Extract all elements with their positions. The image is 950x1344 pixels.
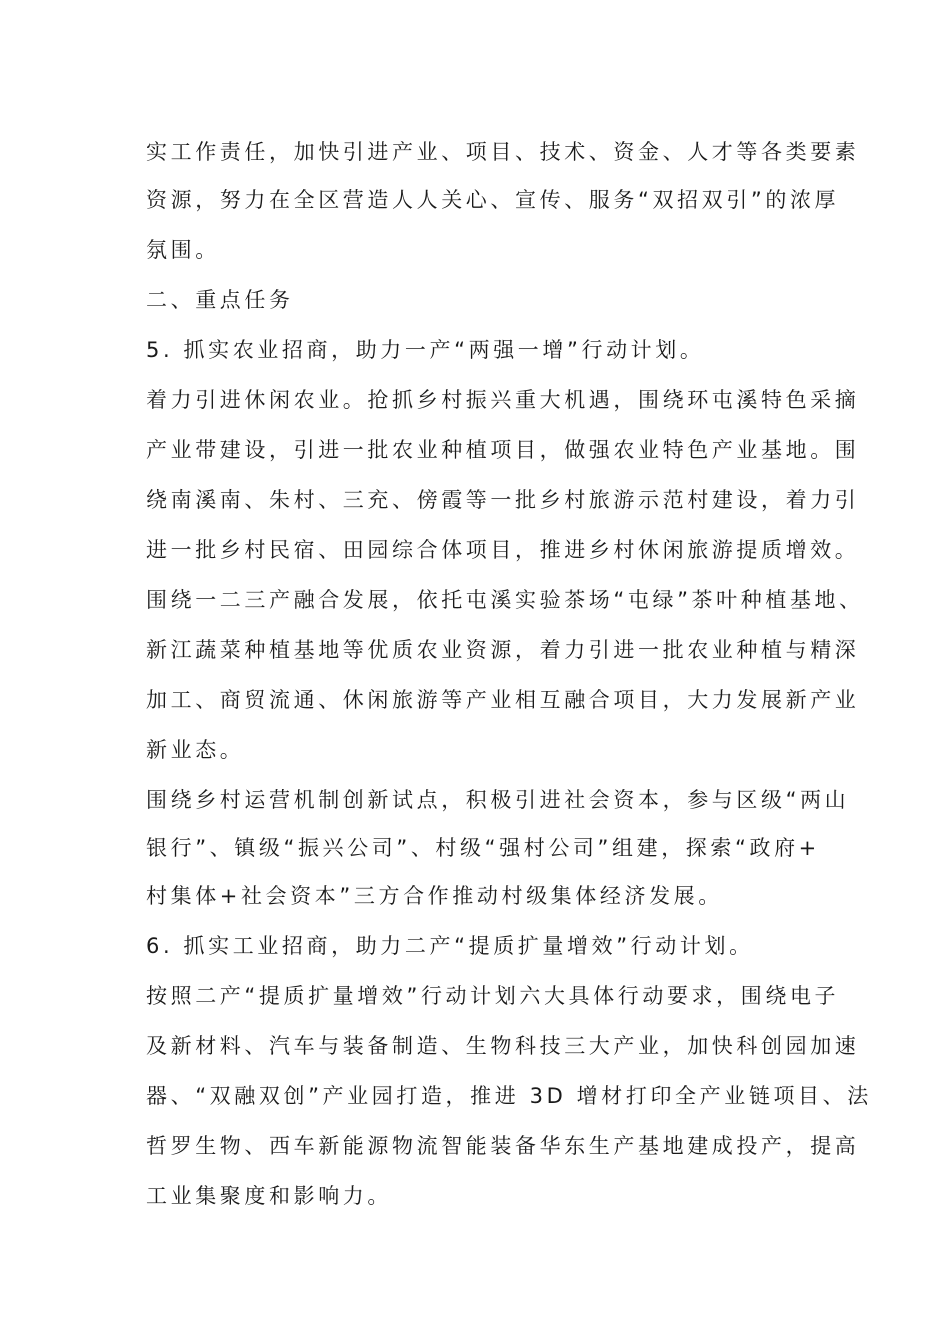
text-line-9: 进一批乡村民宿、田园综合体项目，推进乡村休闲旅游提质增效。: [146, 538, 860, 562]
text-line-22: 工业集聚度和影响力。: [146, 1184, 392, 1208]
text-line-10: 围绕一二三产融合发展，依托屯溪实验茶场“屯绿”茶叶种植基地、: [146, 588, 864, 612]
task-heading-6: 6. 抓实工业招商，助力二产“提质扩量增效”行动计划。: [146, 934, 754, 958]
text-line-19: 及新材料、汽车与装备制造、生物科技三大产业，加快科创园加速: [146, 1034, 860, 1058]
text-line-12: 加工、商贸流通、休闲旅游等产业相互融合项目，大力发展新产业: [146, 688, 860, 712]
text-line-3: 氛围。: [146, 238, 220, 262]
text-line-14: 围绕乡村运营机制创新试点，积极引进社会资本，参与区级“两山: [146, 788, 850, 812]
task-heading-5: 5. 抓实农业招商，助力一产“两强一增”行动计划。: [146, 338, 705, 362]
text-line-15: 银行”、镇级“振兴公司”、村级“强村公司”组建，探索“政府+: [146, 836, 820, 860]
text-line-8: 绕南溪南、朱村、三充、傍霞等一批乡村旅游示范村建设，着力引: [146, 488, 860, 512]
section-heading: 二、重点任务: [146, 288, 294, 312]
text-line-21: 哲罗生物、西车新能源物流智能装备华东生产基地建成投产，提高: [146, 1134, 860, 1158]
text-line-11: 新江蔬菜种植基地等优质农业资源，着力引进一批农业种植与精深: [146, 638, 860, 662]
text-line-20: 器、“双融双创”产业园打造，推进 3D 增材打印全产业链项目、法: [146, 1084, 872, 1108]
text-line-6: 着力引进休闲农业。抢抓乡村振兴重大机遇，围绕环屯溪特色采摘: [146, 388, 860, 412]
text-line-18: 按照二产“提质扩量增效”行动计划六大具体行动要求，围绕电子: [146, 984, 840, 1008]
text-line-1: 实工作责任，加快引进产业、项目、技术、资金、人才等各类要素: [146, 140, 860, 164]
text-line-2: 资源，努力在全区营造人人关心、宣传、服务“双招双引”的浓厚: [146, 188, 840, 212]
text-line-16: 村集体+社会资本”三方合作推动村级集体经济发展。: [146, 884, 723, 908]
text-line-13: 新业态。: [146, 738, 245, 762]
text-line-7: 产业带建设，引进一批农业种植项目，做强农业特色产业基地。围: [146, 438, 860, 462]
